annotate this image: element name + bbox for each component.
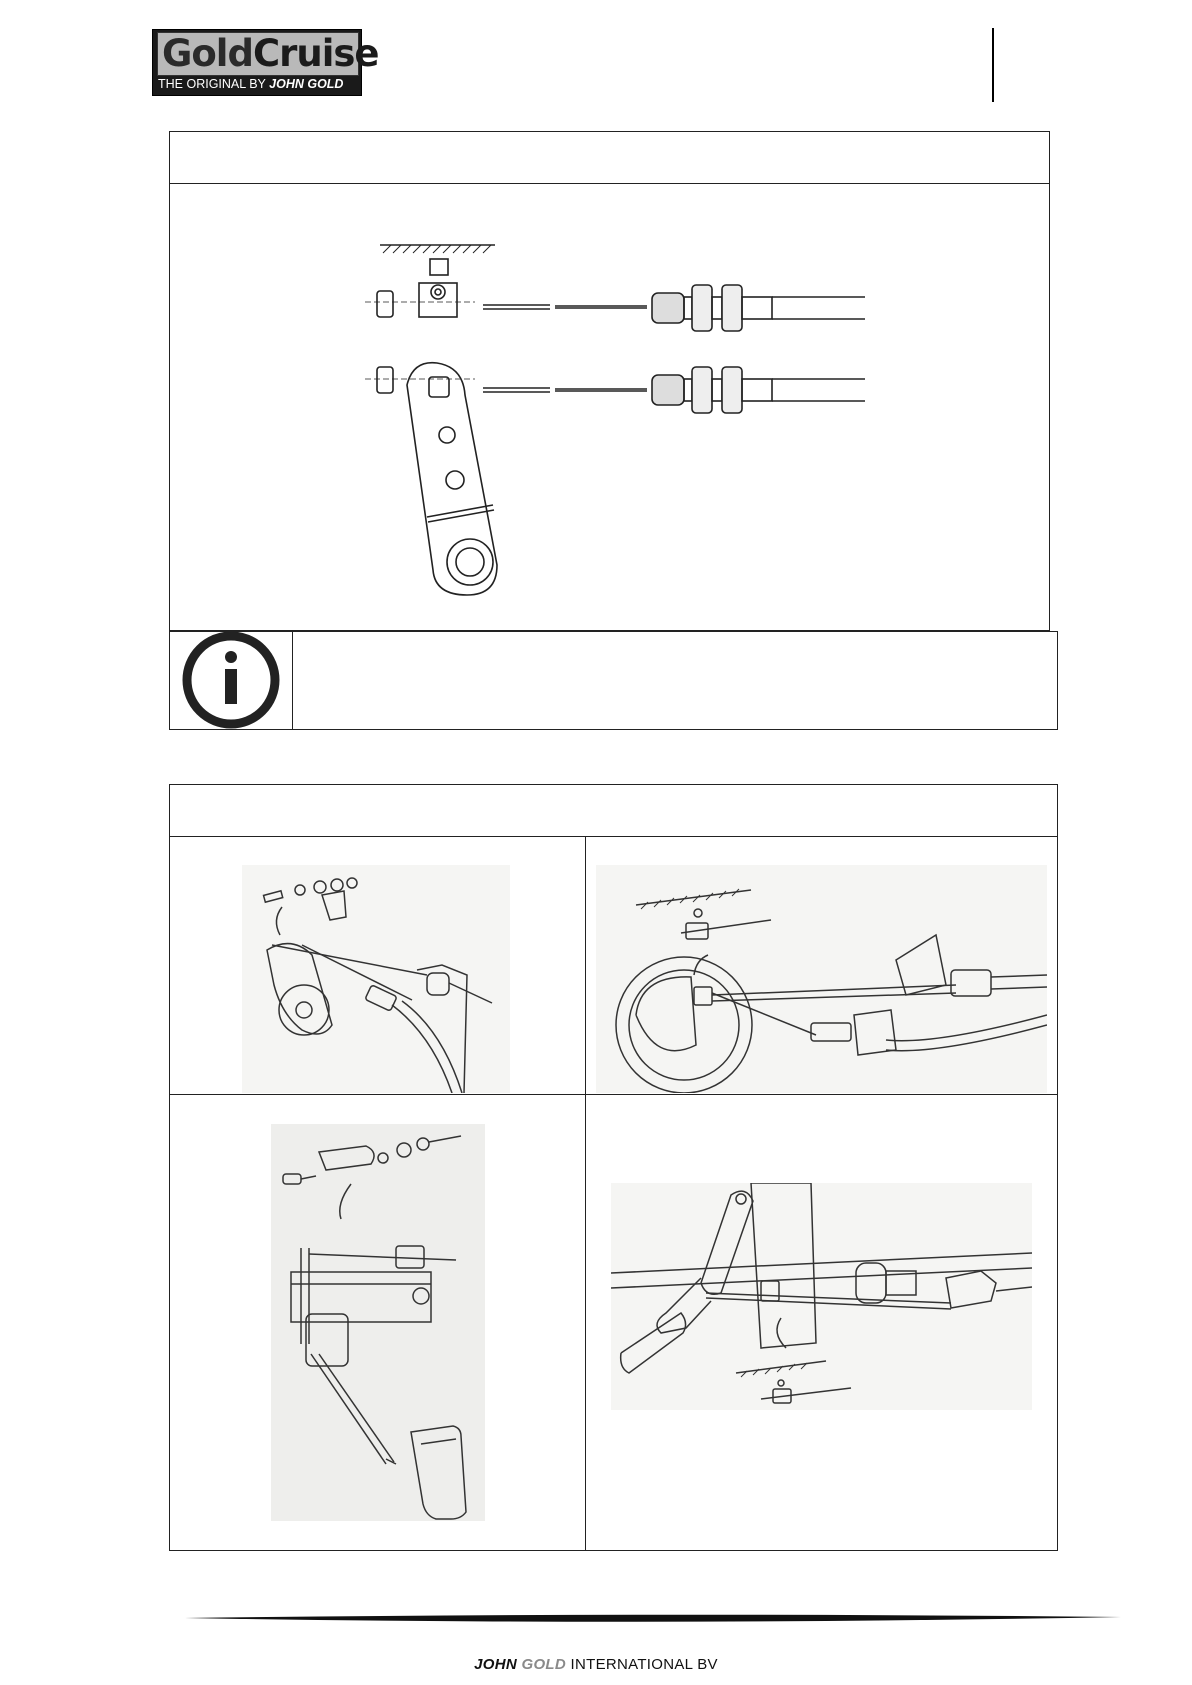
logo-wordmark <box>157 32 379 76</box>
section-2-row-divider <box>169 1094 1058 1095</box>
throttle-lever-diagram <box>242 865 510 1093</box>
accelerator-pedal-diagram <box>271 1124 485 1521</box>
footer-john: JOHN <box>474 1656 518 1673</box>
footer-gold: GOLD <box>521 1656 567 1673</box>
section-2-title-divider <box>169 836 1058 837</box>
cable-clamp-diagram <box>355 235 875 600</box>
info-icon <box>180 632 283 729</box>
logo-tag-prefix: THE ORIGINAL BY <box>158 77 270 91</box>
section-2-column-divider <box>585 836 586 1551</box>
footer-rule <box>185 1614 1121 1622</box>
header-divider <box>992 28 994 102</box>
logo-tag-name: JOHN GOLD <box>269 77 344 91</box>
section-1-title-divider <box>169 183 1050 184</box>
logo-tagline <box>158 75 358 93</box>
notice-box <box>169 631 1058 730</box>
notice-divider <box>292 631 293 730</box>
logo-gold: Gold <box>162 32 253 75</box>
linkage-diagram <box>611 1183 1032 1410</box>
footer-international: INTERNATIONAL BV <box>570 1656 718 1673</box>
footer-company <box>0 1656 1192 1673</box>
cable-clamp-svg <box>355 235 875 600</box>
goldcruise-logo <box>152 29 379 96</box>
drum-bracket-diagram <box>596 865 1047 1093</box>
logo-cruise: Cruise <box>252 32 379 75</box>
